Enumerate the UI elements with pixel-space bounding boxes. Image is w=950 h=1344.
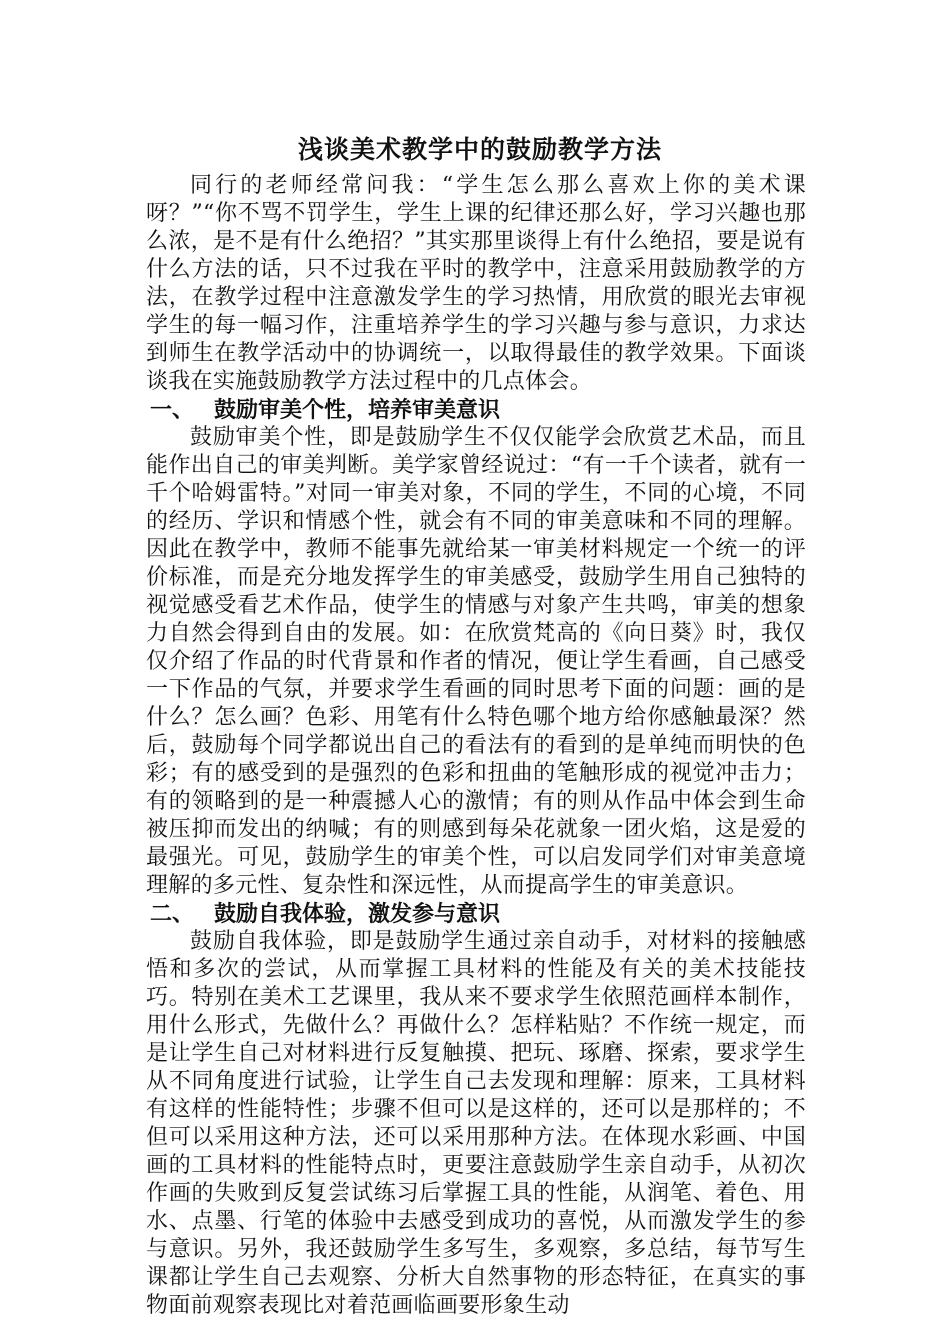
section-number-1: 一、	[150, 397, 195, 423]
section-title-2: 鼓励自我体验，激发参与意识	[214, 901, 501, 927]
section-title-1: 鼓励审美个性，培养审美意识	[214, 397, 501, 423]
section-body-2: 鼓励自我体验，即是鼓励学生通过亲自动手，对材料的接触感悟和多次的尝试，从而掌握工具材料的性能及有关的美术技能技巧。特别在美术工艺课里，我从来不要求学生依照范画样本制作，用什么形式，先做什么？再做什么？怎样粘贴？不作统一规定，而是让学生自己对材料进行反复触摸、把玩、琢磨、探索，要求学生从不同角度进行试验，让学生自己去发现和理解：原来，工具材料有这样的性能特性；步骤不但可以是这样的，还可以是那样的；不但可以采用这种方法，还可以采用那种方法。在体现水彩画、中国画的工具材料的性能特点时，更要注意鼓励学生亲自动手，从初次作画的失败到反复尝试练习后掌握工具的性能，从润笔、着色、用水、点墨、行笔的体验中去感受到成功的喜悦，从而激发学生的参与意识。另外，我还鼓励学生多写生，多观察，多总结，每节写生课都让学生自己去观察、分析大自然事物的形态特征，在真实的事物面前观察表现比对着范画临画要形象生动	[146, 929, 806, 1318]
section-number-2: 二、	[150, 901, 195, 927]
section-heading-2	[146, 900, 806, 928]
intro-paragraph: 同行的老师经常问我：“学生怎么那么喜欢上你的美术课呀？”“你不骂不罚学生，学生上课的纪律还那么好，学习兴趣也那么浓，是不是有什么绝招？”其实那里谈得上有什么绝招，要是说有什么方法的话，只不过我在平时的教学中，注意采用鼓励教学的方法，在教学过程中注意激发学生的学习热情，用欣赏的眼光去审视学生的每一幅习作，注重培养学生的学习兴趣与参与意识，力求达到师生在教学活动中的协调统一，以取得最佳的教学效果。下面谈谈我在实施鼓励教学方法过程中的几点体会。	[146, 173, 806, 394]
section-heading-1	[146, 396, 806, 424]
document-title: 浅谈美术教学中的鼓励教学方法	[297, 135, 662, 164]
section-body-1: 鼓励审美个性，即是鼓励学生不仅仅能学会欣赏艺术品，而且能作出自己的审美判断。美学家曾经说过：“有一千个读者，就有一千个哈姆雷特。”对同一审美对象，不同的学生，不同的心境，不同的经历、学识和情感个性，就会有不同的审美意味和不同的理解。因此在教学中，教师不能事先就给某一审美材料规定一个统一的评价标准，而是充分地发挥学生的审美感受，鼓励学生用自己独特的视觉感受看艺术作品，使学生的情感与对象产生共鸣，审美的想象力自然会得到自由的发展。如：在欣赏梵高的《向日葵》时，我仅仅介绍了作品的时代背景和作者的情况，便让学生看画，自己感受一下作品的气氛，并要求学生看画的同时思考下面的问题：画的是什么？怎么画？色彩、用笔有什么特色哪个地方给你感触最深？然后，鼓励每个同学都说出自己的看法有的看到的是单纯而明快的色彩；有的感受到的是强烈的色彩和扭曲的笔触形成的视觉冲击力；有的领略到的是一种震撼人心的激情；有的则从作品中体会到生命被压抑而发出的纳喊；有的则感到每朵花就象一团火焰，这是爱的最强光。可见，鼓励学生的审美个性，可以启发同学们对审美意境理解的多元性、复杂性和深远性，从而提高学生的审美意识。	[146, 425, 806, 898]
document-page	[146, 128, 806, 1320]
